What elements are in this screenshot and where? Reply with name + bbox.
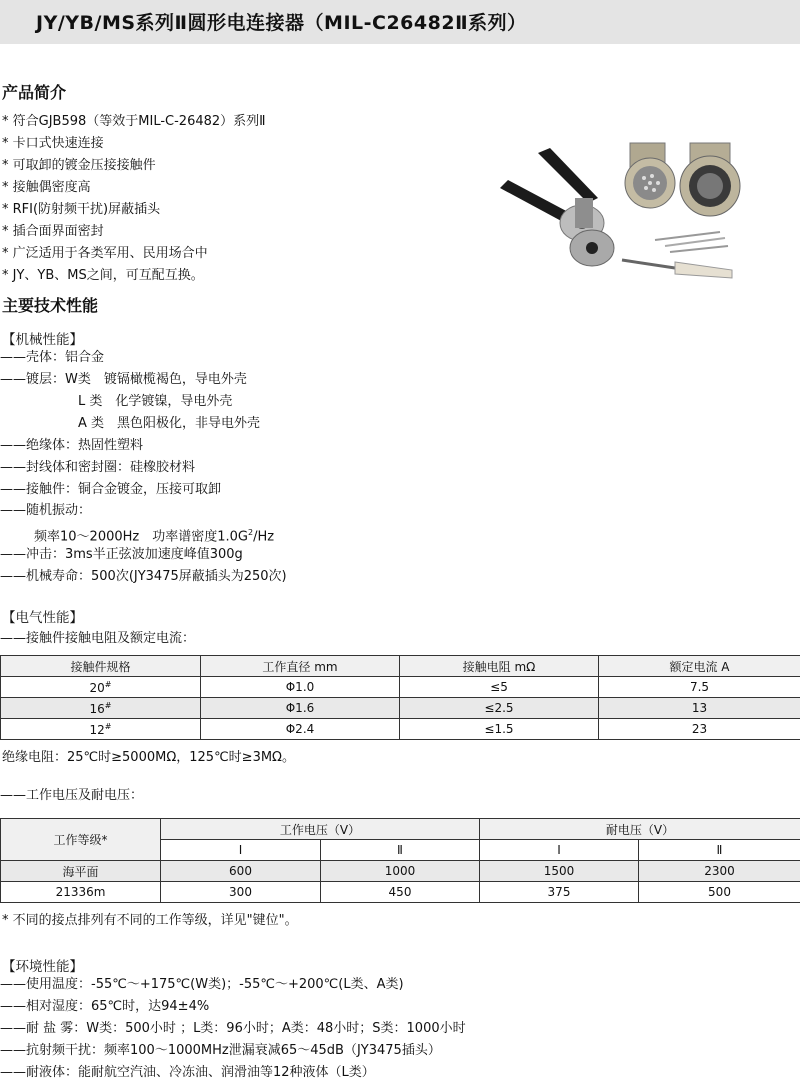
intro-heading: 产品简介: [2, 83, 67, 102]
spec-plating-l: L 类 化学镀镍，导电外壳: [78, 394, 233, 409]
table-row: [1, 719, 800, 740]
table-cell: 450: [321, 882, 480, 903]
table-cell: 海平面: [1, 861, 161, 882]
table-cell: 500: [639, 882, 800, 903]
table-cell: 2300: [639, 861, 800, 882]
table-cell: 1500: [480, 861, 639, 882]
table-header-cell: 耐电压（V）: [480, 819, 800, 840]
size-mark: #: [104, 700, 112, 710]
table-cell: ≤5: [400, 677, 599, 698]
table-header-cell: Ⅰ: [161, 840, 321, 861]
table-header-cell: 接触电阻 mΩ: [400, 656, 599, 677]
spec-humidity: ——相对湿度：65℃时，达94±4%: [0, 999, 210, 1014]
spec-plating-a: A 类 黑色阳极化，非导电外壳: [78, 416, 261, 431]
table-cell: 300: [161, 882, 321, 903]
table-header-row: [1, 656, 800, 677]
table-cell: ≤2.5: [400, 698, 599, 719]
electrical-heading: 【电气性能】: [2, 610, 83, 626]
size-mark: #: [104, 679, 112, 689]
intro-bullet: * 符合GJB598（等效于MIL-C-26482）系列Ⅱ: [2, 114, 266, 129]
spec-life: ——机械寿命：500次(JY3475屏蔽插头为250次): [0, 569, 287, 584]
intro-bullet: * 可取卸的镀金压接接触件: [2, 158, 156, 173]
table-row: [1, 882, 800, 903]
table-header-cell: 接触件规格: [1, 656, 201, 677]
table-header-cell: Ⅱ: [639, 840, 800, 861]
table-header-cell: Ⅰ: [480, 840, 639, 861]
spec-salt-spray: ——耐 盐 雾：W类：500小时 ；L类：96小时；A类：48小时；S类：1000小时: [0, 1021, 466, 1036]
product-photo: [470, 128, 780, 288]
table-cell: [1, 677, 201, 698]
intro-bullet: * 插合面界面密封: [2, 224, 104, 239]
vibration-detail-text: 频率10～2000Hz 功率谱密度1.0G: [34, 529, 248, 545]
vibration-detail-unit: /Hz: [253, 529, 275, 545]
voltage-table-caption: ——工作电压及耐电压：: [0, 788, 144, 803]
voltage-footnote: * 不同的接点排列有不同的工作等级，详见"键位"。: [2, 913, 298, 928]
contact-pins-image: [622, 232, 732, 278]
spec-seal: ——封线体和密封圈：硅橡胶材料: [0, 460, 196, 475]
intro-bullet: * 广泛适用于各类军用、民用场合中: [2, 246, 208, 261]
table-cell: Φ1.0: [201, 677, 400, 698]
table-cell: 21336m: [1, 882, 161, 903]
spec-fluids: ——耐液体：能耐航空汽油、冷冻油、润滑油等12种液体（L类）: [0, 1065, 375, 1080]
title-bar: [0, 0, 800, 44]
specs-heading: 主要技术性能: [2, 296, 99, 315]
table-cell: 13: [599, 698, 800, 719]
table-cell: 7.5: [599, 677, 800, 698]
contact-size: 20: [89, 680, 105, 695]
spec-insulator: ——绝缘体：热固性塑料: [0, 438, 144, 453]
spec-plating-w: ——镀层：W类 镀镉橄榄褐色，导电外壳: [0, 372, 247, 387]
spec-shock: ——冲击：3ms半正弦波加速度峰值300g: [0, 547, 243, 562]
table-row: [1, 698, 800, 719]
intro-bullet: * 接触偶密度高: [2, 180, 91, 195]
voltage-table: [0, 818, 800, 903]
table-cell: ≤1.5: [400, 719, 599, 740]
mechanical-heading: 【机械性能】: [2, 332, 83, 348]
spec-vibration: ——随机振动：: [0, 503, 92, 518]
page-title: JY/YB/MS系列Ⅱ圆形电连接器（MIL-C26482Ⅱ系列）: [36, 12, 527, 34]
table-cell: Φ2.4: [201, 719, 400, 740]
table-header-row: [1, 819, 800, 840]
table-cell: Φ1.6: [201, 698, 400, 719]
intro-bullet: * 卡口式快速连接: [2, 136, 104, 151]
table-row: [1, 677, 800, 698]
table-cell: 23: [599, 719, 800, 740]
contact-size: 16: [89, 701, 105, 716]
crimp-tool-image: [500, 148, 614, 266]
table-header-cell: 额定电流 A: [599, 656, 800, 677]
spec-rfi: ——抗射频干扰：频率100～1000MHz泄漏衰减65～45dB（JY3475插头）: [0, 1043, 441, 1058]
spec-temperature: ——使用温度：-55℃～+175℃(W类)；-55℃～+200℃(L类、A类): [0, 977, 404, 992]
table-header-cell: 工作直径 mm: [201, 656, 400, 677]
size-mark: #: [104, 721, 112, 731]
table-cell: [1, 698, 201, 719]
vibration-superscript: 2: [247, 528, 254, 537]
table-header-cell: 工作等级*: [1, 819, 161, 861]
connector-plug-image: [680, 143, 740, 216]
environmental-heading: 【环境性能】: [2, 959, 83, 975]
contact-table: [0, 655, 800, 740]
insulation-resistance: 绝缘电阻：25℃时≥5000MΩ，125℃时≥3MΩ。: [2, 750, 295, 765]
table-cell: [1, 719, 201, 740]
table-header-cell: Ⅱ: [321, 840, 480, 861]
contact-size: 12: [89, 722, 105, 737]
connector-receptacle-image: [625, 143, 675, 208]
spec-vibration-detail: [34, 524, 274, 546]
contact-table-caption: ——接触件接触电阻及额定电流：: [0, 631, 196, 646]
table-row: [1, 861, 800, 882]
table-header-cell: 工作电压（V）: [161, 819, 480, 840]
intro-bullet: * JY、YB、MS之间，可互配互换。: [2, 268, 204, 283]
spec-shell: ——壳体：铝合金: [0, 350, 105, 365]
intro-bullet: * RFI(防射频干扰)屏蔽插头: [2, 202, 161, 217]
table-cell: 1000: [321, 861, 480, 882]
table-cell: 375: [480, 882, 639, 903]
table-cell: 600: [161, 861, 321, 882]
spec-contact: ——接触件：铜合金镀金，压接可取卸: [0, 482, 222, 497]
